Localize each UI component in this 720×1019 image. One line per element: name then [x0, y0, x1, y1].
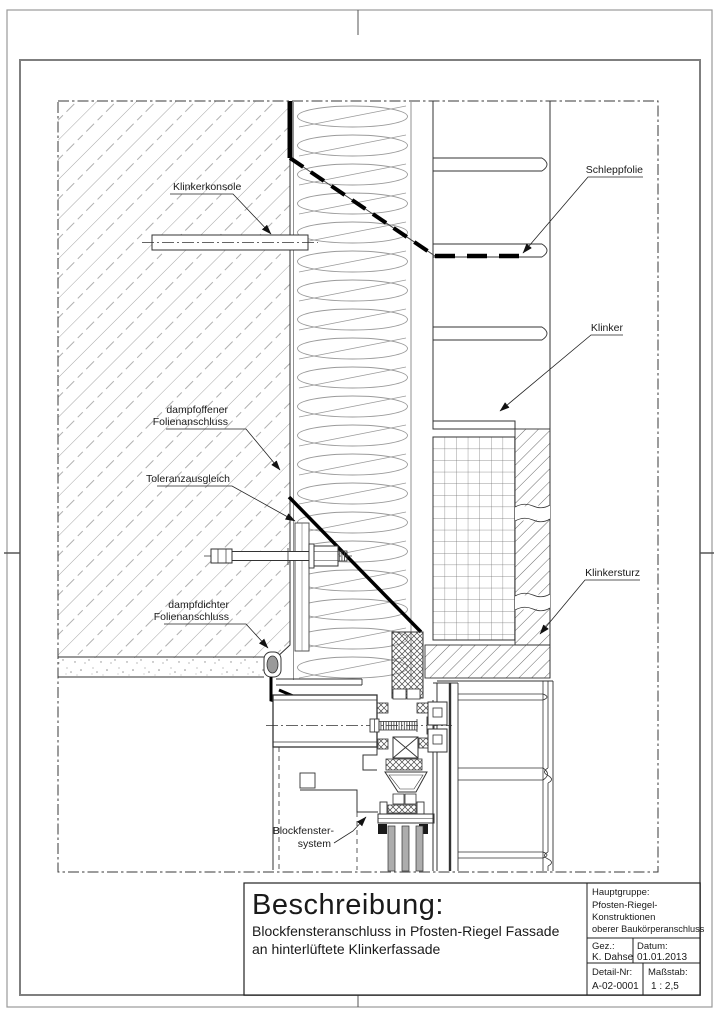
- label-dampfoffen-1: dampfoffener: [166, 404, 228, 416]
- label-klinkerkonsole: Klinkerkonsole: [173, 181, 242, 193]
- thermal-break-box: [393, 737, 418, 758]
- label-dampfdicht-1: dampfdichter: [168, 599, 229, 611]
- label-blockfenster-1: Blockfenster-: [272, 825, 334, 837]
- insulation-layer: [294, 102, 412, 680]
- datum-value: 01.01.2013: [637, 952, 688, 963]
- hauptgruppe-line1: Pfosten-Riegel-: [592, 900, 658, 911]
- lintel-grid-block: [433, 437, 515, 640]
- label-toleranzausgleich: Toleranzausgleich: [145, 473, 230, 485]
- insulation-block: [392, 632, 423, 698]
- datum-label: Datum:: [637, 941, 668, 952]
- triple-glazing: [388, 826, 423, 871]
- screed-band: [58, 657, 272, 677]
- label-klinker: Klinker: [590, 322, 623, 334]
- title-block: [244, 883, 705, 995]
- massstab-label: Maßstab:: [648, 967, 688, 978]
- label-klinkersturz: Klinkersturz: [585, 567, 640, 579]
- label-dampfoffen-2: Folienanschluss: [152, 416, 228, 428]
- vapour-open-foil-strip: [433, 421, 515, 429]
- label-schleppfolie: Schleppfolie: [585, 164, 643, 176]
- title-description-2: an hinterlüftete Klinkerfassade: [252, 941, 441, 957]
- massstab-value: 1 : 2,5: [651, 981, 679, 992]
- detail-nr-value: A-02-0001: [592, 981, 639, 992]
- label-dampfdicht-2: Folienanschluss: [153, 611, 229, 623]
- tolerance-strip: [295, 523, 309, 651]
- title-description-1: Blockfensteranschluss in Pfosten-Riegel Fassade: [252, 923, 560, 939]
- label-blockfenster-2: system: [297, 838, 331, 850]
- title-heading: Beschreibung:: [252, 889, 444, 921]
- gez-value: K. Dahse: [592, 952, 634, 963]
- detail-nr-label: Detail-Nr:: [592, 967, 633, 978]
- klinkerkonsole-bracket: [142, 235, 318, 250]
- hauptgruppe-line2: Konstruktionen: [592, 912, 656, 923]
- hauptgruppe-label: Hauptgruppe:: [592, 887, 650, 898]
- gez-label: Gez.:: [592, 941, 615, 952]
- hauptgruppe-line3: oberer Baukörperanschluss: [592, 924, 705, 934]
